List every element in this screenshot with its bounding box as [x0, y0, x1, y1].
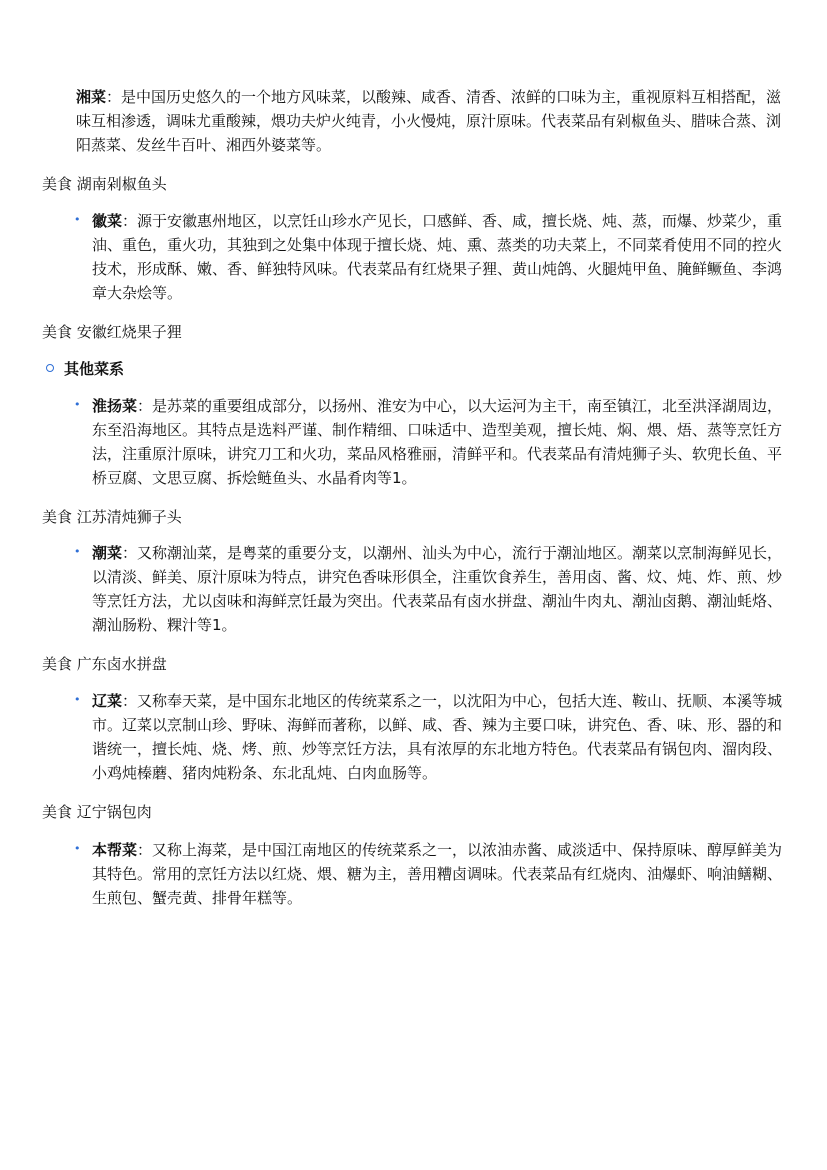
cuisine-description: 又称奉天菜，是中国东北地区的传统菜系之一，以沈阳为中心，包括大连、鞍山、抚顺、本溪等城市。辽菜以烹制山珍、野味、海鲜而著称，以鲜、咸、香、辣为主要口味，讲究色、香、味、形、器的和谐统一，擅长炖、烧、烤、煎、炒等烹饪方法，具有浓厚的东北地方特色。代表菜品有锅包肉、溜肉段、小鸡炖榛蘑、猪肉炖粉条、东北乱炖、白肉血肠等。: [92, 692, 783, 782]
bullet-icon: •: [74, 398, 81, 411]
image-caption: 美食 安徽红烧果子狸: [42, 323, 182, 341]
image-caption: 美食 广东卤水拼盘: [42, 655, 167, 673]
category-heading: 其他菜系: [64, 360, 125, 378]
cuisine-term: 潮菜: [92, 544, 123, 562]
cuisine-description: 又称上海菜，是中国江南地区的传统菜系之一，以浓油赤酱、咸淡适中、保持原味、醇厚鲜美为其特色。常用的烹饪方法以红烧、煨、糖为主，善用糟卤调味。代表菜品有红烧肉、油爆虾、响油鳝糊、生煎包、蟹壳黄、排骨年糕等。: [92, 841, 783, 907]
bullet-icon: •: [74, 213, 81, 226]
term-separator: ：: [122, 212, 138, 230]
cuisine-description: 又称潮汕菜，是粤菜的重要分支，以潮州、汕头为中心，流行于潮汕地区。潮菜以烹制海鲜见长，以清淡、鲜美、原汁原味为特点，讲究色香味形俱全，注重饮食养生，善用卤、酱、炆、炖、炸、煎、炒等烹饪方法，尤以卤味和海鲜烹饪最为突出。代表菜品有卤水拼盘、潮汕牛肉丸、潮汕卤鹅、潮汕蚝烙、潮汕肠粉、粿汁等1。: [92, 544, 783, 634]
cuisine-entry-chao: [92, 541, 792, 637]
image-caption: 美食 江苏清炖狮子头: [42, 508, 182, 526]
cuisine-entry-huaiyang: [92, 394, 792, 490]
bullet-icon: •: [74, 693, 81, 706]
cuisine-entry-hui: [92, 209, 792, 305]
cuisine-term: 徽菜: [92, 212, 123, 230]
cuisine-term: 淮扬菜: [92, 397, 138, 415]
cuisine-entry-xiang: [76, 85, 792, 157]
image-caption: 美食 湖南剁椒鱼头: [42, 175, 167, 193]
image-caption: 美食 辽宁锅包肉: [42, 803, 152, 821]
cuisine-term: 湘菜: [76, 88, 107, 106]
term-separator: ：: [137, 841, 153, 859]
bullet-icon: •: [74, 545, 81, 558]
circle-bullet-icon: [46, 364, 54, 372]
cuisine-entry-liao: [92, 689, 792, 785]
term-separator: ：: [106, 88, 122, 106]
cuisine-term: 本帮菜: [92, 841, 138, 859]
cuisine-description: 是苏菜的重要组成部分，以扬州、淮安为中心，以大运河为主干，南至镇江，北至洪泽湖周边，东至沿海地区。其特点是选料严谨、制作精细、口味适中、造型美观，擅长炖、焖、煨、焐、蒸等烹饪方法，注重原汁原味，讲究刀工和火功，菜品风格雅丽，清鲜平和。代表菜品有清炖狮子头、软兜长鱼、平桥豆腐、文思豆腐、拆烩鲢鱼头、水晶肴肉等1。: [92, 397, 783, 487]
term-separator: ：: [122, 544, 138, 562]
term-separator: ：: [122, 692, 138, 710]
cuisine-description: 是中国历史悠久的一个地方风味菜，以酸辣、咸香、清香、浓鲜的口味为主，重视原料互相搭配，滋味互相渗透，调味尤重酸辣，煨功夫炉火纯青，小火慢炖，原汁原味。代表菜品有剁椒鱼头、腊味合蒸、浏阳蒸菜、发丝牛百叶、湘西外婆菜等。: [76, 88, 782, 154]
cuisine-term: 辽菜: [92, 692, 123, 710]
term-separator: ：: [137, 397, 153, 415]
cuisine-description: 源于安徽惠州地区，以烹饪山珍水产见长，口感鲜、香、咸，擅长烧、炖、蒸，而爆、炒菜少，重油、重色，重火功，其独到之处集中体现于擅长烧、炖、熏、蒸类的功夫菜上，不同菜肴使用不同的控火技术，形成酥、嫩、香、鲜独特风味。代表菜品有红烧果子狸、黄山炖鸽、火腿炖甲鱼、腌鲜鳜鱼、李鸿章大杂烩等。: [92, 212, 783, 302]
bullet-icon: •: [74, 842, 81, 855]
cuisine-entry-benbang: [92, 838, 792, 910]
